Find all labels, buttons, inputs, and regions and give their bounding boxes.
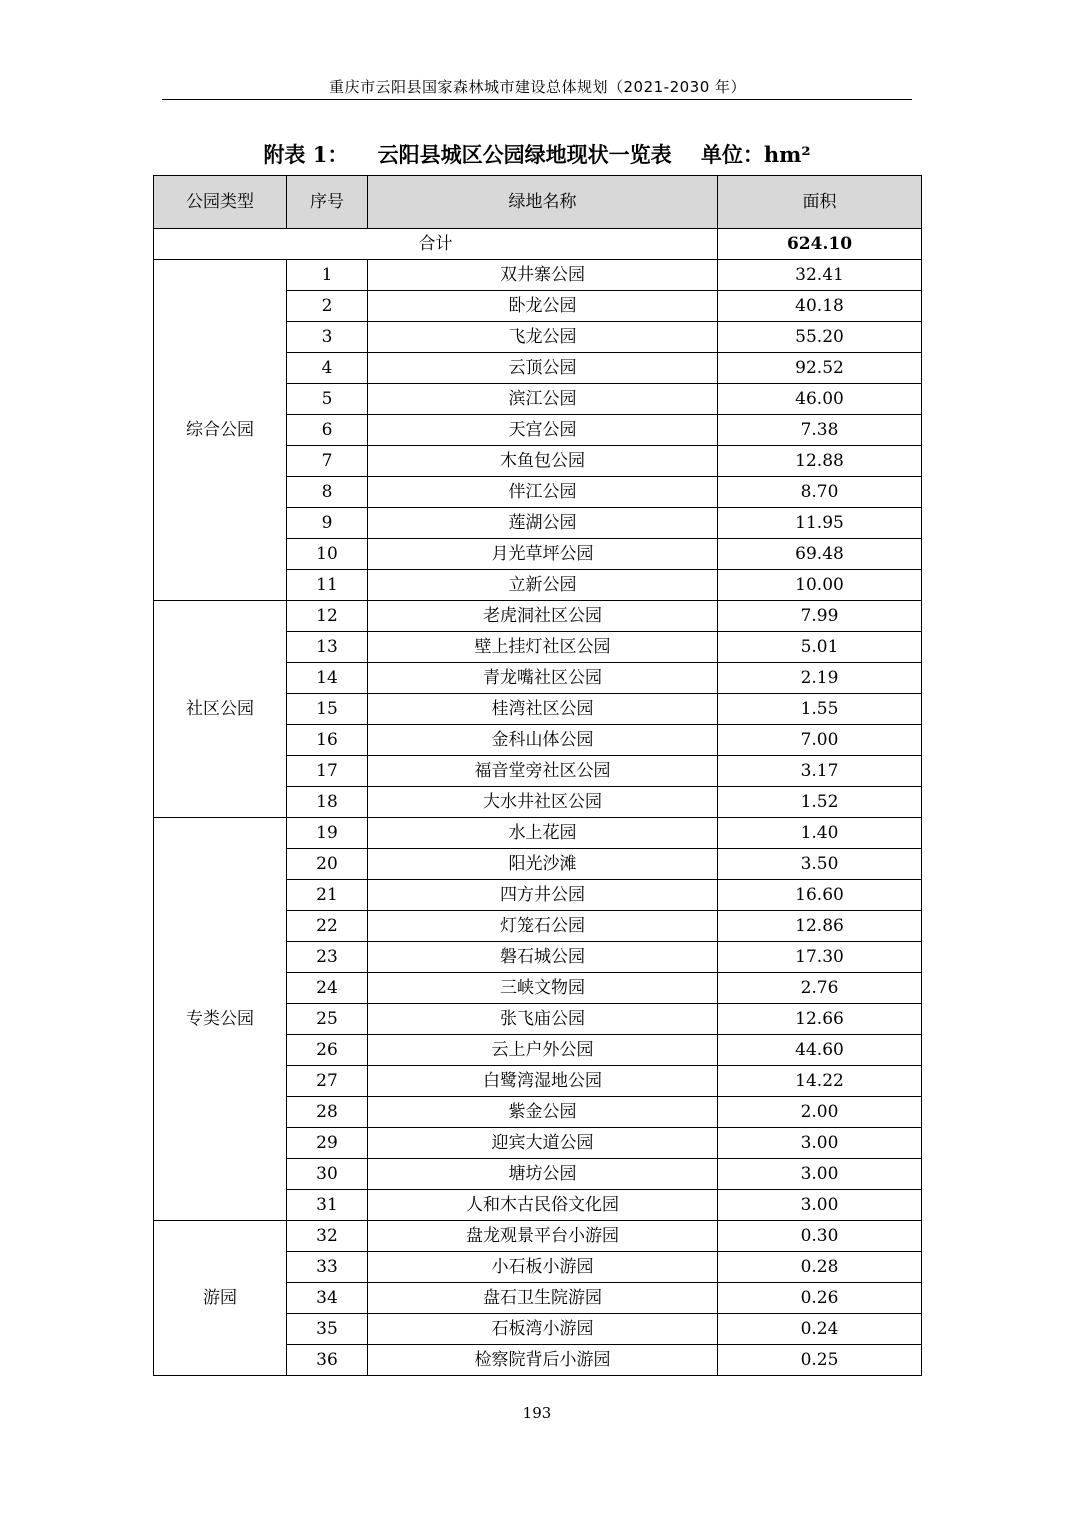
serial-number-cell: 17 xyxy=(287,756,368,787)
area-cell: 3.00 xyxy=(718,1159,922,1190)
area-cell: 7.99 xyxy=(718,601,922,632)
total-row xyxy=(154,229,922,260)
green-space-name-cell: 青龙嘴社区公园 xyxy=(368,663,718,694)
area-cell: 1.40 xyxy=(718,818,922,849)
serial-number-cell: 3 xyxy=(287,322,368,353)
green-space-name-cell: 灯笼石公园 xyxy=(368,911,718,942)
area-cell: 14.22 xyxy=(718,1066,922,1097)
serial-number-cell: 7 xyxy=(287,446,368,477)
area-cell: 0.26 xyxy=(718,1283,922,1314)
area-cell: 17.30 xyxy=(718,942,922,973)
serial-number-cell: 14 xyxy=(287,663,368,694)
park-green-space-table xyxy=(153,175,922,1376)
serial-number-cell: 6 xyxy=(287,415,368,446)
table-row xyxy=(154,601,922,632)
area-cell: 0.28 xyxy=(718,1252,922,1283)
green-space-name-cell: 盘石卫生院游园 xyxy=(368,1283,718,1314)
green-space-name-cell: 云上户外公园 xyxy=(368,1035,718,1066)
green-space-name-cell: 卧龙公园 xyxy=(368,291,718,322)
serial-number-cell: 26 xyxy=(287,1035,368,1066)
green-space-name-cell: 检察院背后小游园 xyxy=(368,1345,718,1376)
total-label: 合计 xyxy=(154,229,718,260)
area-cell: 2.00 xyxy=(718,1097,922,1128)
park-type-cell: 专类公园 xyxy=(154,818,287,1221)
green-space-name-cell: 小石板小游园 xyxy=(368,1252,718,1283)
green-space-name-cell: 人和木古民俗文化园 xyxy=(368,1190,718,1221)
green-space-name-cell: 莲湖公园 xyxy=(368,508,718,539)
area-cell: 32.41 xyxy=(718,260,922,291)
area-cell: 40.18 xyxy=(718,291,922,322)
serial-number-cell: 9 xyxy=(287,508,368,539)
serial-number-cell: 31 xyxy=(287,1190,368,1221)
green-space-name-cell: 石板湾小游园 xyxy=(368,1314,718,1345)
green-space-name-cell: 福音堂旁社区公园 xyxy=(368,756,718,787)
area-cell: 16.60 xyxy=(718,880,922,911)
green-space-name-cell: 桂湾社区公园 xyxy=(368,694,718,725)
area-cell: 55.20 xyxy=(718,322,922,353)
serial-number-cell: 24 xyxy=(287,973,368,1004)
serial-number-cell: 22 xyxy=(287,911,368,942)
table-header-row xyxy=(154,176,922,229)
green-space-name-cell: 双井寨公园 xyxy=(368,260,718,291)
column-header-serial-number: 序号 xyxy=(287,176,368,229)
serial-number-cell: 33 xyxy=(287,1252,368,1283)
park-type-cell: 游园 xyxy=(154,1221,287,1376)
serial-number-cell: 27 xyxy=(287,1066,368,1097)
serial-number-cell: 5 xyxy=(287,384,368,415)
area-cell: 1.55 xyxy=(718,694,922,725)
area-cell: 69.48 xyxy=(718,539,922,570)
green-space-name-cell: 伴江公园 xyxy=(368,477,718,508)
area-cell: 44.60 xyxy=(718,1035,922,1066)
serial-number-cell: 36 xyxy=(287,1345,368,1376)
serial-number-cell: 4 xyxy=(287,353,368,384)
serial-number-cell: 12 xyxy=(287,601,368,632)
serial-number-cell: 1 xyxy=(287,260,368,291)
serial-number-cell: 35 xyxy=(287,1314,368,1345)
area-cell: 0.25 xyxy=(718,1345,922,1376)
column-header-park-type: 公园类型 xyxy=(154,176,287,229)
green-space-name-cell: 立新公园 xyxy=(368,570,718,601)
green-space-name-cell: 张飞庙公园 xyxy=(368,1004,718,1035)
area-cell: 3.00 xyxy=(718,1128,922,1159)
serial-number-cell: 32 xyxy=(287,1221,368,1252)
area-cell: 7.00 xyxy=(718,725,922,756)
serial-number-cell: 30 xyxy=(287,1159,368,1190)
area-cell: 10.00 xyxy=(718,570,922,601)
serial-number-cell: 2 xyxy=(287,291,368,322)
table-caption: 附表 1： 云阳县城区公园绿地现状一览表 单位：hm² xyxy=(263,142,811,167)
green-space-name-cell: 紫金公园 xyxy=(368,1097,718,1128)
green-space-name-cell: 四方井公园 xyxy=(368,880,718,911)
serial-number-cell: 16 xyxy=(287,725,368,756)
green-space-name-cell: 磐石城公园 xyxy=(368,942,718,973)
column-header-green-space-name: 绿地名称 xyxy=(368,176,718,229)
serial-number-cell: 15 xyxy=(287,694,368,725)
green-space-name-cell: 飞龙公园 xyxy=(368,322,718,353)
green-space-name-cell: 金科山体公园 xyxy=(368,725,718,756)
area-cell: 46.00 xyxy=(718,384,922,415)
area-cell: 5.01 xyxy=(718,632,922,663)
area-cell: 0.24 xyxy=(718,1314,922,1345)
serial-number-cell: 18 xyxy=(287,787,368,818)
green-space-name-cell: 白鹭湾湿地公园 xyxy=(368,1066,718,1097)
green-space-name-cell: 壁上挂灯社区公园 xyxy=(368,632,718,663)
serial-number-cell: 11 xyxy=(287,570,368,601)
area-cell: 3.50 xyxy=(718,849,922,880)
header-rule xyxy=(162,99,912,100)
serial-number-cell: 21 xyxy=(287,880,368,911)
green-space-name-cell: 盘龙观景平台小游园 xyxy=(368,1221,718,1252)
area-cell: 8.70 xyxy=(718,477,922,508)
column-header-area: 面积 xyxy=(718,176,922,229)
green-space-name-cell: 水上花园 xyxy=(368,818,718,849)
area-cell: 0.30 xyxy=(718,1221,922,1252)
green-space-name-cell: 老虎洞社区公园 xyxy=(368,601,718,632)
area-cell: 92.52 xyxy=(718,353,922,384)
total-value: 624.10 xyxy=(718,229,922,260)
green-space-name-cell: 天宫公园 xyxy=(368,415,718,446)
area-cell: 12.66 xyxy=(718,1004,922,1035)
park-type-cell: 综合公园 xyxy=(154,260,287,601)
serial-number-cell: 34 xyxy=(287,1283,368,1314)
green-space-name-cell: 大水井社区公园 xyxy=(368,787,718,818)
page-number: 193 xyxy=(522,1404,552,1422)
serial-number-cell: 10 xyxy=(287,539,368,570)
table-row xyxy=(154,260,922,291)
serial-number-cell: 13 xyxy=(287,632,368,663)
area-cell: 3.00 xyxy=(718,1190,922,1221)
area-cell: 3.17 xyxy=(718,756,922,787)
table-row xyxy=(154,818,922,849)
running-header: 重庆市云阳县国家森林城市建设总体规划（2021-2030 年） xyxy=(328,78,747,96)
area-cell: 2.19 xyxy=(718,663,922,694)
green-space-name-cell: 云顶公园 xyxy=(368,353,718,384)
green-space-name-cell: 滨江公园 xyxy=(368,384,718,415)
serial-number-cell: 29 xyxy=(287,1128,368,1159)
green-space-name-cell: 木鱼包公园 xyxy=(368,446,718,477)
serial-number-cell: 20 xyxy=(287,849,368,880)
green-space-name-cell: 月光草坪公园 xyxy=(368,539,718,570)
park-type-cell: 社区公园 xyxy=(154,601,287,818)
area-cell: 1.52 xyxy=(718,787,922,818)
green-space-name-cell: 阳光沙滩 xyxy=(368,849,718,880)
green-space-name-cell: 塘坊公园 xyxy=(368,1159,718,1190)
area-cell: 12.86 xyxy=(718,911,922,942)
table-row xyxy=(154,1221,922,1252)
area-cell: 12.88 xyxy=(718,446,922,477)
green-space-name-cell: 三峡文物园 xyxy=(368,973,718,1004)
area-cell: 11.95 xyxy=(718,508,922,539)
serial-number-cell: 28 xyxy=(287,1097,368,1128)
green-space-name-cell: 迎宾大道公园 xyxy=(368,1128,718,1159)
area-cell: 7.38 xyxy=(718,415,922,446)
table-body xyxy=(154,229,922,1376)
serial-number-cell: 8 xyxy=(287,477,368,508)
serial-number-cell: 25 xyxy=(287,1004,368,1035)
serial-number-cell: 23 xyxy=(287,942,368,973)
serial-number-cell: 19 xyxy=(287,818,368,849)
area-cell: 2.76 xyxy=(718,973,922,1004)
